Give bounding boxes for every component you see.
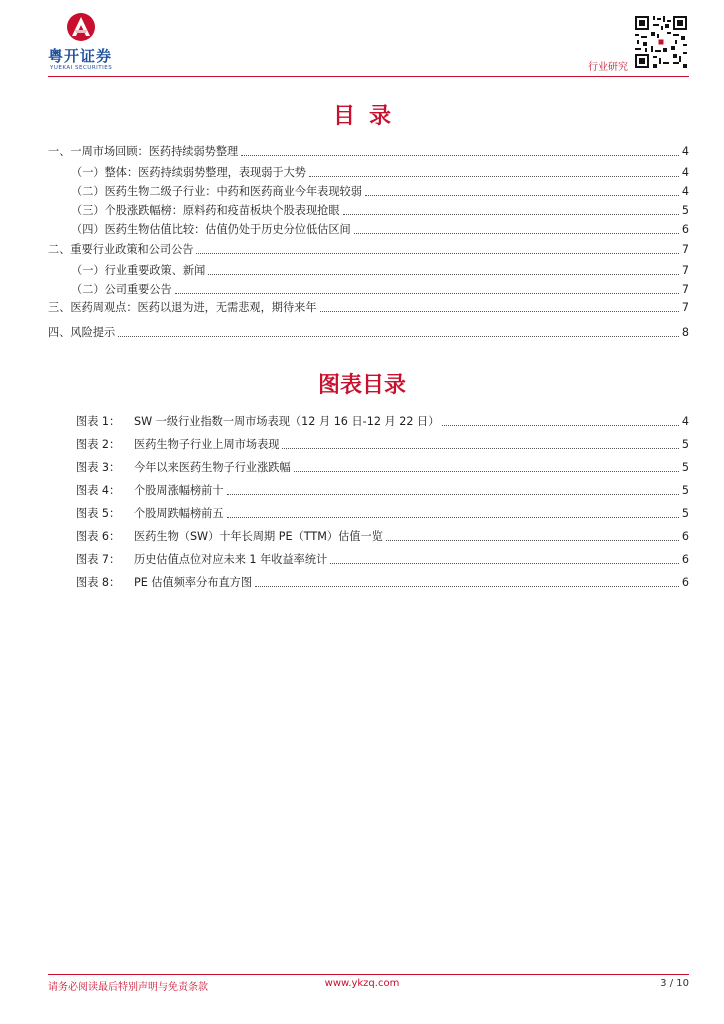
report-category: 行业研究 xyxy=(588,62,628,73)
toc-entry-page: 4 xyxy=(681,145,689,158)
page-header xyxy=(0,0,724,80)
figure-entry[interactable] xyxy=(76,528,689,544)
dot-leader xyxy=(227,493,679,495)
footer-disclaimer: 请务必阅读最后特别声明与免责条款 xyxy=(48,982,208,993)
toc-entry[interactable] xyxy=(48,299,689,315)
figure-label: 图表 1： xyxy=(76,415,121,428)
toc-entry[interactable] xyxy=(71,221,689,237)
figure-entry-page: 5 xyxy=(681,461,689,474)
footer-divider xyxy=(48,974,689,975)
toc-entry-page: 8 xyxy=(681,326,689,339)
toc-entry-page: 7 xyxy=(681,283,689,296)
toc-entry-page: 4 xyxy=(681,185,689,198)
figure-entry-page: 5 xyxy=(681,484,689,497)
toc-entry-text: 三、医药周观点：医药以退为进，无需悲观，期待来年 xyxy=(48,301,317,314)
dot-leader xyxy=(227,516,679,518)
dot-leader xyxy=(320,310,679,312)
toc-entry-text: （二）医药生物二级子行业：中药和医药商业今年表现较弱 xyxy=(71,185,362,198)
figure-entry-page: 5 xyxy=(681,438,689,451)
toc-entry[interactable] xyxy=(71,262,689,278)
figure-entry[interactable] xyxy=(76,436,689,452)
figure-entry-page: 6 xyxy=(681,576,689,589)
toc-entry-page: 7 xyxy=(681,301,689,314)
dot-leader xyxy=(365,194,679,196)
toc-entry-text: （一）行业重要政策、新闻 xyxy=(71,264,206,277)
footer-website-link[interactable]: www.ykzq.com xyxy=(324,978,400,989)
figure-entry[interactable] xyxy=(76,413,689,429)
dot-leader xyxy=(118,335,679,337)
toc-entry-text: （二）公司重要公告 xyxy=(71,283,172,296)
figure-entry-text: 医药生物（SW）十年长周期 PE（TTM）估值一览 xyxy=(134,530,383,543)
toc-entry[interactable] xyxy=(48,324,689,340)
dot-leader xyxy=(175,292,679,294)
brand-name-en: YUEKAI SECURITIES xyxy=(50,65,113,71)
figure-label: 图表 5： xyxy=(76,507,121,520)
figure-label: 图表 2： xyxy=(76,438,121,451)
figure-entry-page: 4 xyxy=(681,415,689,428)
qr-code-icon xyxy=(633,14,689,70)
toc-entry[interactable] xyxy=(71,164,689,180)
dot-leader xyxy=(309,175,679,177)
dot-leader xyxy=(386,539,679,541)
toc-entry-text: 一、一周市场回顾：医药持续弱势整理 xyxy=(48,145,239,158)
figure-entry-text: 历史估值点位对应未来 1 年收益率统计 xyxy=(134,553,328,566)
logo-icon xyxy=(66,12,96,42)
dot-leader xyxy=(241,154,679,156)
figure-entry-text: 个股周跌幅榜前五 xyxy=(134,507,224,520)
figure-entry-page: 5 xyxy=(681,507,689,520)
figure-label: 图表 3： xyxy=(76,461,121,474)
toc-entry-page: 5 xyxy=(681,204,689,217)
figure-entry-text: PE 估值频率分布直方图 xyxy=(134,576,253,589)
toc-entry-text: （四）医药生物估值比较：估值仍处于历史分位低估区间 xyxy=(71,223,351,236)
dot-leader xyxy=(354,232,679,234)
toc-entry-page: 6 xyxy=(681,223,689,236)
toc-entry[interactable] xyxy=(71,281,689,297)
toc-entry-page: 4 xyxy=(681,166,689,179)
toc-entry[interactable] xyxy=(71,202,689,218)
page-number: 3 / 10 xyxy=(660,978,689,989)
toc-entry-page: 7 xyxy=(681,264,689,277)
toc-entry-text: 二、重要行业政策和公司公告 xyxy=(48,243,194,256)
dot-leader xyxy=(282,447,678,449)
figure-entry-page: 6 xyxy=(681,553,689,566)
figure-label: 图表 7： xyxy=(76,553,121,566)
dot-leader xyxy=(196,252,678,254)
toc-entry[interactable] xyxy=(48,241,689,257)
figure-entry[interactable] xyxy=(76,505,689,521)
dot-leader xyxy=(330,562,679,564)
figure-entry-text: 今年以来医药生物子行业涨跌幅 xyxy=(134,461,291,474)
figure-entry-page: 6 xyxy=(681,530,689,543)
figure-entry-text: SW 一级行业指数一周市场表现（12 月 16 日-12 月 22 日） xyxy=(134,415,440,428)
dot-leader xyxy=(442,424,678,426)
figure-entry[interactable] xyxy=(76,574,689,590)
toc-entry[interactable] xyxy=(48,143,689,159)
figure-label: 图表 4： xyxy=(76,484,121,497)
brand-name-cn: 粤开证券 xyxy=(48,47,113,65)
toc-entry-text: （三）个股涨跌幅榜：原料药和疫苗板块个股表现抢眼 xyxy=(71,204,340,217)
figure-entry-text: 个股周涨幅榜前十 xyxy=(134,484,224,497)
toc-entry-page: 7 xyxy=(681,243,689,256)
dot-leader xyxy=(343,213,679,215)
figure-entry[interactable] xyxy=(76,482,689,498)
figure-label: 图表 6： xyxy=(76,530,121,543)
figure-entry[interactable] xyxy=(76,459,689,475)
yuekai-logo xyxy=(48,12,128,70)
header-divider xyxy=(48,76,689,77)
figure-entry[interactable] xyxy=(76,551,689,567)
toc-entry[interactable] xyxy=(71,183,689,199)
dot-leader xyxy=(294,470,679,472)
dot-leader xyxy=(208,273,679,275)
figure-label: 图表 8： xyxy=(76,576,121,589)
dot-leader xyxy=(255,585,679,587)
figures-title: 图表目录 xyxy=(317,373,406,398)
toc-entry-text: 四、风险提示 xyxy=(48,326,116,339)
toc-entry-text: （一）整体：医药持续弱势整理，表现弱于大势 xyxy=(71,166,306,179)
figure-entry-text: 医药生物子行业上周市场表现 xyxy=(134,438,280,451)
toc-title: 目录 xyxy=(332,104,405,129)
